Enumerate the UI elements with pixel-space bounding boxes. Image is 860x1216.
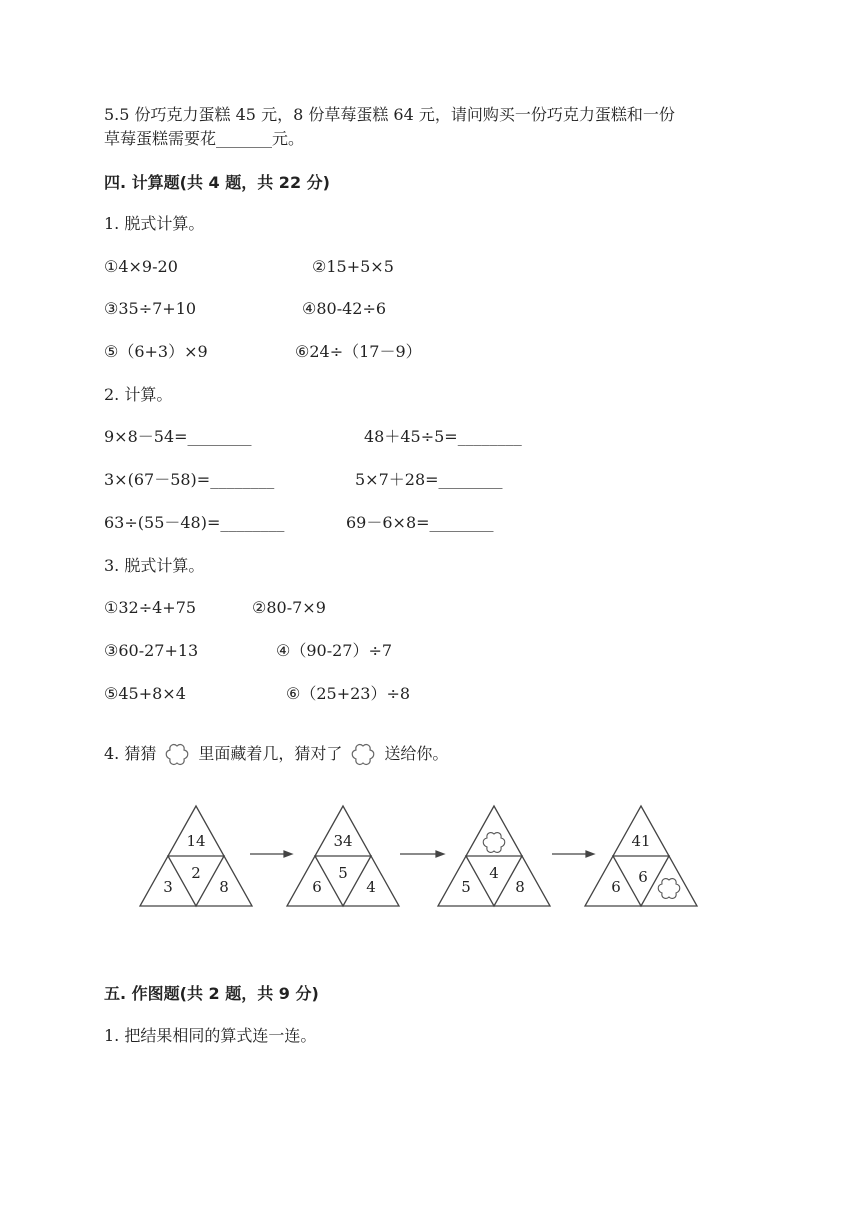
problem-text: 送给你。 xyxy=(384,744,449,763)
problem-text: 里面藏着几，猜对了 xyxy=(198,744,343,763)
expression: ①32÷4+75 xyxy=(104,598,197,617)
section-title: 四. 计算题(共 4 题，共 22 分) xyxy=(104,173,330,192)
expression: ⑥24÷（17－9） xyxy=(295,342,422,361)
triangle-left-number: 5 xyxy=(461,878,471,896)
expression: 5×7＋28=________ xyxy=(355,470,503,489)
triangle-middle-number: 2 xyxy=(191,864,201,882)
expression: 48＋45÷5=________ xyxy=(364,427,522,446)
triangle-3 xyxy=(438,806,550,906)
triangle-middle-number: 4 xyxy=(489,864,499,882)
question-text-line: 草莓蛋糕需要花_______元。 xyxy=(104,129,305,148)
triangle-top-number: 41 xyxy=(631,832,651,850)
question-text-line: 5.5 份巧克力蛋糕 45 元，8 份草莓蛋糕 64 元，请问购买一份巧克力蛋糕和一份 xyxy=(104,105,675,124)
expression: 9×8－54=________ xyxy=(104,427,252,446)
expression: ②15+5×5 xyxy=(312,257,394,276)
triangle-right-number: 8 xyxy=(219,878,229,896)
expression: ④80-42÷6 xyxy=(302,299,387,318)
flower-icon xyxy=(164,742,190,768)
section-title: 五. 作图题(共 2 题，共 9 分) xyxy=(104,984,319,1003)
triangle-top-number: 34 xyxy=(333,832,353,850)
expression: ③35÷7+10 xyxy=(104,299,197,318)
arrow-icon xyxy=(250,851,292,857)
triangle-left-number: 3 xyxy=(163,878,173,896)
triangle-middle-number: 5 xyxy=(338,864,348,882)
expression: ⑤45+8×4 xyxy=(104,684,186,703)
arrow-icon xyxy=(400,851,444,857)
problem-title xyxy=(104,740,448,768)
expression: 69－6×8=________ xyxy=(346,513,494,532)
expression: ④（90-27）÷7 xyxy=(276,641,393,660)
expression: ①4×9-20 xyxy=(104,257,178,276)
flower-icon xyxy=(350,742,376,768)
problem-text: 4. 猜猜 xyxy=(104,744,157,763)
expression: ⑤（6+3）×9 xyxy=(104,342,208,361)
triangle-middle-number: 6 xyxy=(638,868,648,886)
problem-title: 2. 计算。 xyxy=(104,385,173,404)
arrow-icon xyxy=(552,851,594,857)
problem-title: 1. 把结果相同的算式连一连。 xyxy=(104,1026,317,1045)
expression: 3×(67－58)=________ xyxy=(104,470,275,489)
flower-icon xyxy=(483,833,505,853)
problem-title: 3. 脱式计算。 xyxy=(104,556,205,575)
triangle-top-number: 14 xyxy=(186,832,206,850)
problem-title: 1. 脱式计算。 xyxy=(104,214,205,233)
expression: ②80-7×9 xyxy=(252,598,326,617)
expression: 63÷(55－48)=________ xyxy=(104,513,285,532)
flower-icon xyxy=(658,879,680,899)
triangle-puzzle-figure xyxy=(130,800,710,920)
triangle-4 xyxy=(585,806,697,906)
triangle-2 xyxy=(287,806,399,906)
triangle-left-number: 6 xyxy=(611,878,621,896)
expression: ⑥（25+23）÷8 xyxy=(286,684,411,703)
triangle-right-number: 4 xyxy=(366,878,376,896)
triangle-left-number: 6 xyxy=(312,878,322,896)
triangle-1 xyxy=(140,806,252,906)
expression: ③60-27+13 xyxy=(104,641,199,660)
triangle-right-number: 8 xyxy=(515,878,525,896)
